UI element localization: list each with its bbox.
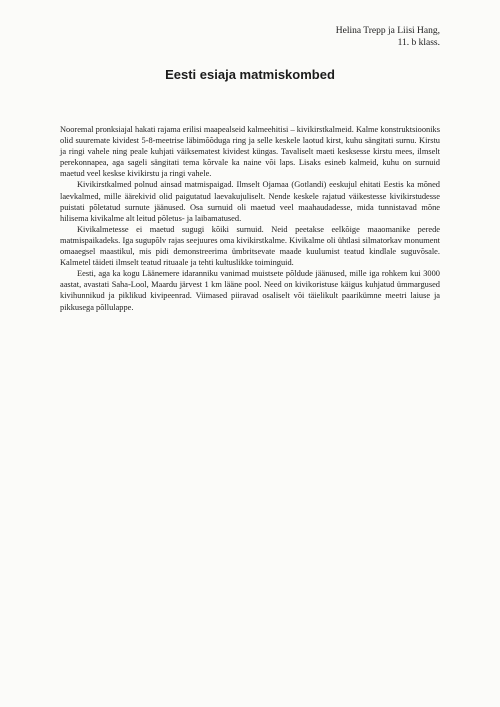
class-label: 11. b klass.	[397, 38, 440, 48]
paragraph-3: Kivikalmetesse ei maetud sugugi kõiki surnuid. Neid peetakse eelkõige maaomanike perede matmispaikadeks. Iga sugupõlv rajas seejuures oma kivikirstkalme. Kivikalme oli ühtlasi silmatorkav monument omaaegsel maastikul, mis pidi demonstreerima ümbritsevate maade kuulumist teatud kindlale suguvõsale. Kalmetel täideti ilmselt teatud rituaale ja tehti kultuslikke toiminguid.	[60, 224, 440, 268]
paragraph-4: Eesti, aga ka kogu Läänemere idaranniku vanimad muistsete põldude jäänused, mille iga rohkem kui 3000 aastat, avastati Saha-Lool, Maardu järvest 1 km lääne pool. Need on kivikoristuse käigus kuhjatud ümmargused kivihunnikud ja piklikud kivipeenrad. Viimased piiravad osaliselt või täielikult paarikümne meetri laiuse ja pikkusega põllulappe.	[60, 269, 440, 312]
paragraph-2: Kivikirstkalmed polnud ainsad matmispaigad. Ilmselt Ojamaa (Gotlandi) eeskujul ehitati Eestis ka mõned laevkalmed, mille äärekivid olid paigutatud laevakujuliselt. Nende keskele rajatud väikestesse kivikirstudesse puistati põletatud surnute jäänused. Osa surnuid oli maetud veel maahaudadesse, mida tunnistavad mõne hilisema kivikalme alt leitud põletus- ja laibamatused.	[60, 180, 440, 223]
document-body	[60, 124, 440, 313]
author-block	[336, 25, 440, 49]
author-names: Helina Trepp ja Liisi Hang,	[335, 26, 440, 36]
document-title: Eesti esiaja matmiskombed	[165, 67, 335, 82]
paragraph-1: Nooremal pronksiajal hakati rajama erilisi maapealseid kalmeehitisi – kivikirstkalmeid. Kalme konstruktsiooniks olid suuremate kividest 5-8-meetrise läbimõõduga ring ja selle keskele laotud kirst, kuhu sängitati surnu. Kirstu ja ringi vahele ning peale kuhjati väiksematest kividest küngas. Tavaliselt maeti kesksesse kirstu mees, ilmselt perekonnapea, aga sageli sängitati tema kõrvale ka naine või laps. Lisaks esineb kalmeid, kuhu on surnuid maetud veel keskse kivikirstu ja ringi vahele.	[60, 125, 440, 179]
